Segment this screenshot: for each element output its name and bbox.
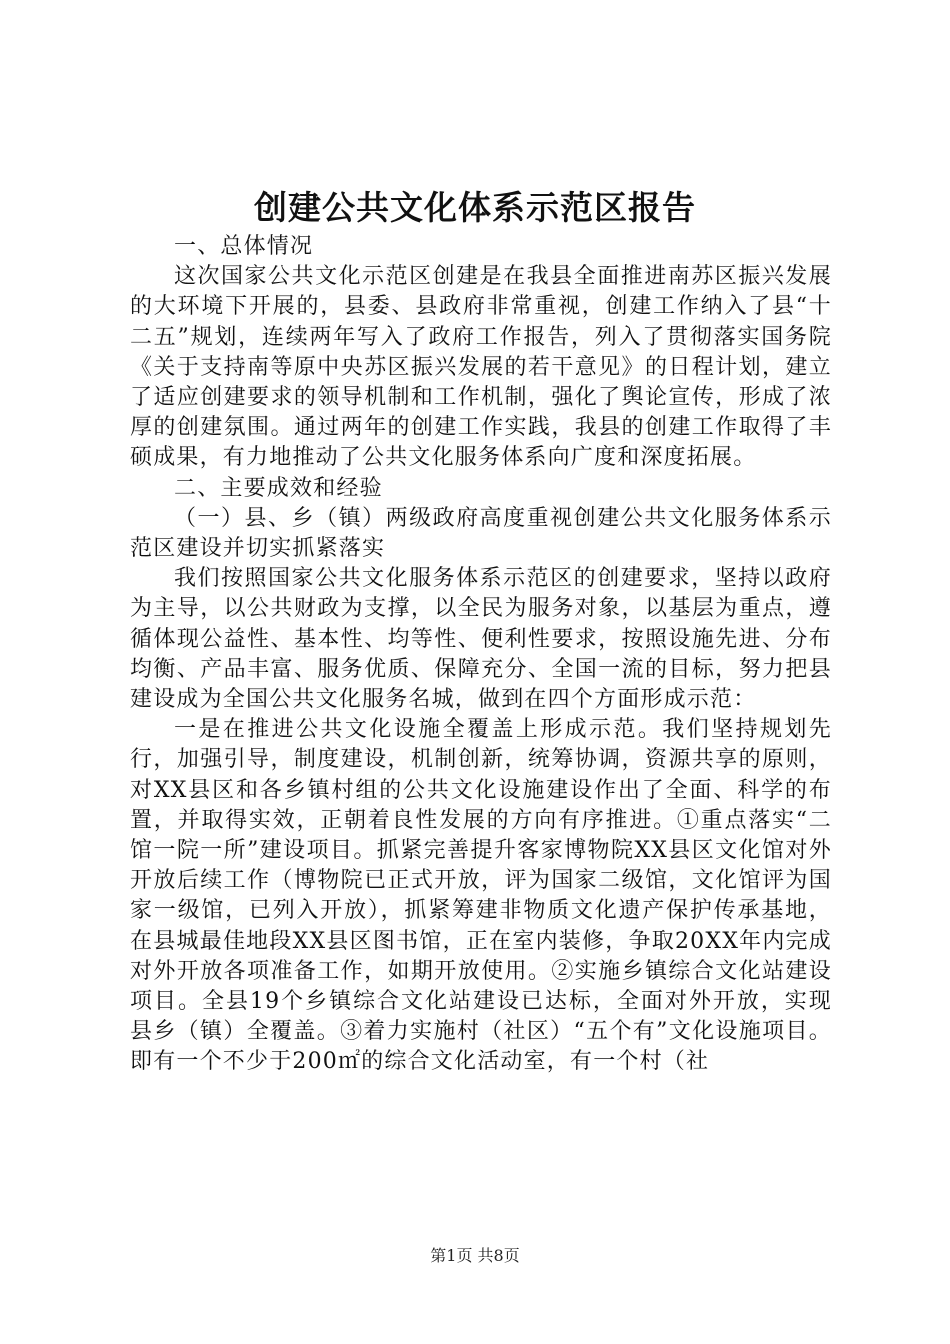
section-heading-results: 二、主要成效和经验 [174, 475, 383, 501]
document-title: 创建公共文化体系示范区报告 [254, 188, 696, 227]
body-paragraph: 这次国家公共文化示范区创建是在我县全面推进南苏区振兴发展的大环境下开展的，县委、县政府非常重视，创建工作纳入了县“十二五”规划，连续两年写入了政府工作报告，列入了贯彻落实国务院《关于支持南等原中央苏区振兴发展的若干意见》的日程计划，建立了适应创建要求的领导机制和工作机制，强化了舆论宣传，形成了浓厚的创建氛围。通过两年的创建工作实践，我县的创建工作取得了丰硕成果，有力地推动了公共文化服务体系向广度和深度拓展。 [130, 264, 832, 471]
body-paragraph: 我们按照国家公共文化服务体系示范区的创建要求，坚持以政府为主导，以公共财政为支撑，以全民为服务对象，以基层为重点，遵循体现公益性、基本性、均等性、便利性要求，按照设施先进、分布均衡、产品丰富、服务优质、保障充分、全国一流的目标，努力把县建设成为全国公共文化服务名城，做到在四个方面形成示范： [130, 566, 832, 713]
section-heading-overview: 一、总体情况 [174, 234, 314, 259]
subsection-heading: （一）县、乡（镇）两级政府高度重视创建公共文化服务体系示范区建设并切实抓紧落实 [130, 505, 832, 562]
page-footer: 第1页 共8页 [430, 1246, 520, 1265]
document-body [130, 232, 832, 1078]
body-paragraph: 一是在推进公共文化设施全覆盖上形成示范。我们坚持规划先行，加强引导，制度建设，机制创新，统筹协调，资源共享的原则，对XX县区和各乡镇村组的公共文化设施建设作出了全面、科学的布置，并取得实效，正朝着良性发展的方向有序推进。①重点落实“二馆一院一所”建设项目。抓紧完善提升客家博物院XX县区文化馆对外开放后续工作（博物院已正式开放，评为国家二级馆，文化馆评为国家一级馆，已列入开放），抓紧筹建非物质文化遗产保护传承基地，在县城最佳地段XX县区图书馆，正在室内装修，争取20XX年内完成对外开放各项准备工作，如期开放使用。②实施乡镇综合文化站建设项目。全县19个乡镇综合文化站建设已达标，全面对外开放，实现县乡（镇）全覆盖。③着力实施村（社区）“五个有”文化设施项目。即有一个不少于200㎡的综合文化活动室，有一个村（社 [130, 717, 832, 1075]
